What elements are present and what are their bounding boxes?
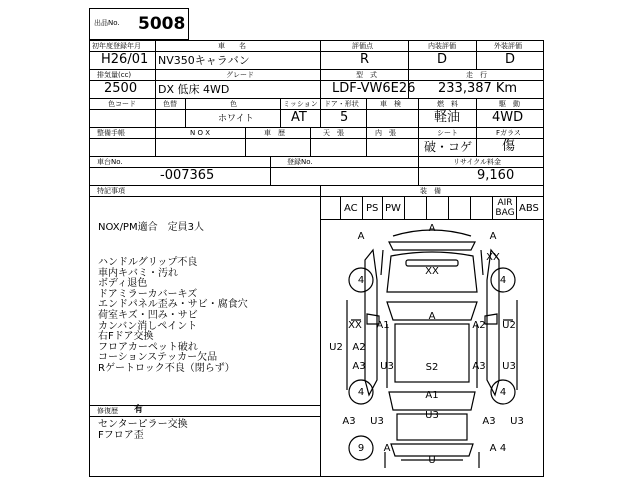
damage-mark: 9 [357, 443, 365, 454]
damage-mark: A [489, 231, 497, 242]
repair-history-value: 有 [134, 405, 144, 415]
damage-mark: U3 [510, 416, 524, 427]
lot-number: 5008 [138, 14, 186, 34]
list-item: 車内キバミ・汚れ [98, 267, 178, 279]
doors: 5 [340, 110, 349, 125]
model-type: LDF-VW6E26 [332, 81, 416, 96]
damage-mark: XX [425, 266, 439, 277]
list-item: ドアミラーカバーキズ [98, 288, 198, 300]
grade-label: グレード [226, 71, 254, 79]
damage-mark: A3 [482, 416, 496, 427]
damage-mark: A [489, 443, 497, 454]
score: R [360, 52, 370, 67]
doors-label: ドア・形状 [324, 100, 359, 108]
damage-mark: 4 [357, 387, 365, 398]
exterior-grade-label: 外装評価 [494, 42, 522, 50]
roof-label: 天 張 [323, 129, 344, 137]
damage-mark: 4 [499, 275, 507, 286]
damage-mark: U3 [502, 361, 516, 372]
mission-label: ミッション [283, 100, 318, 108]
notes-line: NOX/PM適合 定員3人 [98, 222, 204, 233]
interior-grade-label: 内装評価 [428, 42, 456, 50]
list-item: ボディ退色 [98, 278, 148, 290]
repair-history-label: 修復歴 [97, 407, 118, 415]
chassis-label: 車台No. [97, 158, 123, 166]
mission: AT [291, 110, 307, 125]
interior-grade: D [437, 52, 448, 67]
equip-abs: ABS [519, 203, 539, 214]
color: ホワイト [218, 114, 254, 124]
drive: 4WD [492, 110, 524, 125]
color-label: 色 [230, 100, 237, 108]
repair-line: センターピラー交換 [98, 419, 188, 430]
damage-mark: A [428, 223, 436, 234]
nox-label: N O X [190, 129, 210, 137]
damage-mark: U3 [425, 410, 439, 421]
first-registration: H26/01 [101, 52, 149, 67]
reg-no-label: 登録No. [287, 158, 313, 166]
exterior-grade: D [505, 52, 516, 67]
damage-mark: A [383, 443, 391, 454]
grade: DX 低床 4WD [158, 83, 230, 96]
first-registration-label: 初年度登録年月 [92, 42, 141, 50]
model-name-label: 車 名 [218, 42, 246, 50]
damage-mark: A1 [376, 320, 390, 331]
vehicle-diagram [321, 220, 543, 476]
damage-mark: A1 [425, 390, 439, 401]
list-item: コーションステッカー欠品 [98, 352, 218, 364]
glass-label: Fガラス [496, 129, 521, 137]
damage-mark: U2 [329, 342, 343, 353]
damage-mark: 4 [499, 443, 507, 454]
history-label: 車 歴 [264, 129, 285, 137]
inner-label: 内 張 [375, 129, 396, 137]
list-item: カンバン消しペイント [98, 320, 198, 332]
equip-airbag: AIR BAG [495, 198, 515, 218]
damage-mark: XX [486, 252, 500, 263]
fuel-label: 燃 料 [437, 100, 458, 108]
damage-mark: U [428, 455, 436, 466]
recycle-fee-label: リサイクル料金 [453, 158, 502, 166]
chassis-number: -007365 [160, 168, 215, 183]
seat-condition: 破・コゲ [424, 140, 473, 154]
equip-ac: AC [344, 203, 358, 214]
model-name: NV350キャラバン [158, 54, 250, 67]
list-item: ハンドルグリップ不良 [98, 257, 198, 268]
notes-label: 特記事項 [97, 187, 125, 195]
damage-mark: 4 [499, 387, 507, 398]
damage-mark: U3 [380, 361, 394, 372]
recycle-fee: 9,160 [477, 168, 515, 183]
equip-pw: PW [385, 203, 401, 214]
damage-mark: 4 [357, 275, 365, 286]
manual-label: 整備手帳 [97, 129, 125, 137]
seat-label: シート [437, 129, 458, 137]
displacement-label: 排気量(cc) [97, 71, 132, 79]
damage-mark: A [428, 311, 436, 322]
fuel: 軽油 [434, 110, 461, 125]
list-item: 荷室キズ・凹み・サビ [98, 310, 198, 321]
displacement: 2500 [104, 81, 138, 96]
type-label: 型 式 [356, 71, 377, 79]
damage-mark: A2 [352, 342, 366, 353]
damage-mark: S2 [425, 362, 439, 373]
score-label: 評価点 [352, 42, 373, 50]
repair-line: Fフロア歪 [98, 430, 144, 441]
damage-mark: XX [348, 320, 362, 331]
lot-number-box [89, 8, 189, 40]
color-swap-label: 色替 [163, 100, 177, 108]
color-code-label: 色コード [108, 100, 136, 108]
mileage-label: 走 行 [466, 71, 487, 79]
glass-condition: 傷 [502, 139, 516, 154]
lot-number-label: 出品No. [94, 19, 120, 27]
damage-mark: A3 [472, 361, 486, 372]
drive-label: 駆 動 [499, 100, 520, 108]
damage-mark: U3 [370, 416, 384, 427]
damage-mark: U2 [502, 320, 516, 331]
list-item: Rゲートロック不良（閉らず） [98, 363, 235, 374]
equip-ps: PS [366, 203, 379, 214]
list-item: エンドパネル歪み・サビ・腐食穴 [98, 299, 248, 311]
damage-mark: A [357, 231, 365, 242]
damage-mark: A3 [352, 361, 366, 372]
equipment-label: 装 備 [420, 187, 441, 195]
mileage: 233,387 Km [438, 81, 518, 96]
damage-mark: A2 [472, 320, 486, 331]
damage-mark: A3 [342, 416, 356, 427]
inspection-label: 車 検 [380, 100, 401, 108]
list-item: 右Fドア交換 [98, 331, 154, 343]
list-item: フロアカーペット破れ [98, 341, 198, 353]
